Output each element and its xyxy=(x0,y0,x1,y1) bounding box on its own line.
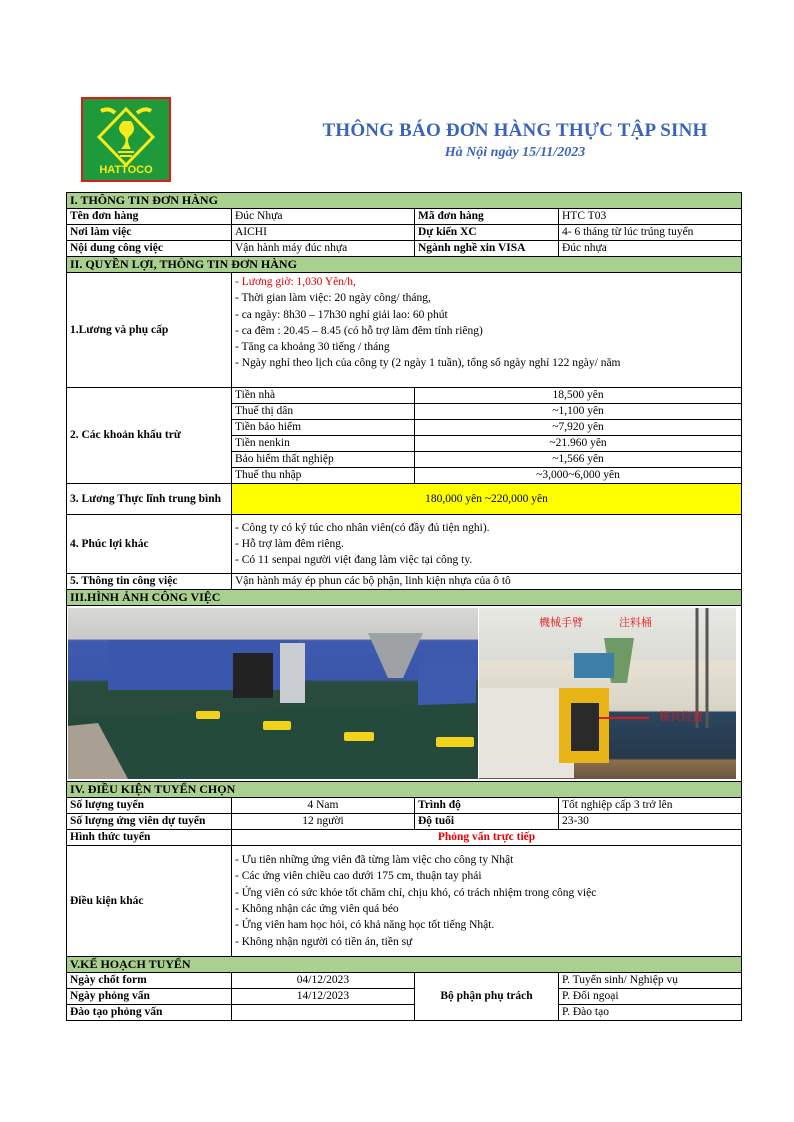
logo-text: HATTOCO xyxy=(99,164,153,176)
table-row xyxy=(67,973,742,989)
section-conditions-header xyxy=(67,782,742,798)
candidate-count-label: Số lượng ứng viên dự tuyển xyxy=(67,814,232,830)
table-row xyxy=(67,225,742,241)
order-code-label: Mã đơn hàng xyxy=(415,209,559,225)
section-heading: V.KẾ HOẠCH TUYỂN xyxy=(67,957,742,973)
photo-label-hopper: 注料桶 xyxy=(619,616,652,629)
age-label: Độ tuổi xyxy=(415,814,559,830)
table-row xyxy=(67,798,742,814)
age-value: 23-30 xyxy=(559,814,742,830)
order-name-label: Tên đơn hàng xyxy=(67,209,232,225)
workplace-value: AICHI xyxy=(232,225,415,241)
deduction-amount: 18,500 yên xyxy=(415,388,742,404)
condition-line: - Ứng viên ham học hỏi, có khả năng học tốt tiếng Nhật. xyxy=(235,919,495,932)
benefit-line: - Hỗ trợ làm đêm riêng. xyxy=(235,537,344,550)
order-name-value: Đúc Nhựa xyxy=(232,209,415,225)
hattoco-logo xyxy=(81,97,171,182)
photos-cell xyxy=(67,606,742,782)
other-conditions-label: Điều kiện khác xyxy=(67,846,232,957)
salary-line: - Tăng ca khoảng 30 tiếng / tháng xyxy=(235,341,390,354)
deduction-amount: ~3,000~6,000 yên xyxy=(415,468,742,484)
recruit-count-label: Số lượng tuyển xyxy=(67,798,232,814)
conveyor-machine-photo xyxy=(68,608,478,779)
other-conditions-row xyxy=(67,846,742,957)
page-title: THÔNG BÁO ĐƠN HÀNG THỰC TẬP SINH xyxy=(322,120,708,141)
section-heading: II. QUYỀN LỢI, THÔNG TIN ĐƠN HÀNG xyxy=(67,257,742,273)
page-date: Hà Nội ngày 15/11/2023 xyxy=(444,145,586,160)
photo-label-robot-arm: 機械手臂 xyxy=(539,616,583,629)
education-label: Trình độ xyxy=(415,798,559,814)
deduction-name: Thuế thị dân xyxy=(232,404,415,420)
deduction-row xyxy=(67,388,742,404)
condition-line: - Không nhận người có tiền án, tiền sự xyxy=(235,935,413,948)
section-heading: III.HÌNH ẢNH CÔNG VIỆC xyxy=(67,590,742,606)
section-order-info-header xyxy=(67,193,742,209)
interview-date-label: Ngày phỏng vấn xyxy=(67,989,232,1005)
section-plan-header xyxy=(67,957,742,973)
dept-value: P. Tuyển sinh/ Nghiệp vụ xyxy=(559,973,742,989)
interview-date-value: 14/12/2023 xyxy=(232,989,415,1005)
job-info-row xyxy=(67,574,742,590)
section-heading: IV. ĐIỀU KIỆN TUYỂN CHỌN xyxy=(67,782,742,798)
table-row xyxy=(67,989,742,1005)
recruit-form-label: Hình thức tuyển xyxy=(67,830,232,846)
other-conditions-details xyxy=(232,846,742,957)
section-heading: I. THÔNG TIN ĐƠN HÀNG xyxy=(67,193,742,209)
table-row xyxy=(67,241,742,257)
salary-line: - ca ngày: 8h30 – 17h30 nghỉ giải lao: 60 phút xyxy=(235,308,448,321)
section-photos-header xyxy=(67,590,742,606)
interview-training-value xyxy=(232,1005,415,1021)
deduction-amount: ~7,920 yên xyxy=(415,420,742,436)
order-code-value: HTC T03 xyxy=(559,209,742,225)
benefit-line: - Có 11 senpai người việt đang làm việc tại công ty. xyxy=(235,554,473,567)
departure-value: 4- 6 tháng từ lúc trúng tuyển xyxy=(559,225,742,241)
condition-line: - Các ứng viên chiều cao dưới 175 cm, thuận tay phải xyxy=(235,870,482,883)
other-benefits-label: 4. Phúc lợi khác xyxy=(67,515,232,574)
table-row xyxy=(67,830,742,846)
departure-label: Dự kiến XC xyxy=(415,225,559,241)
condition-line: - Không nhận các ứng viên quá béo xyxy=(235,903,399,915)
salary-line: - Thời gian làm việc: 20 ngày công/ tháng, xyxy=(235,292,431,305)
salary-details xyxy=(232,273,742,388)
photo-label-mold-position: 模具位置 xyxy=(659,710,703,723)
form-deadline-value: 04/12/2023 xyxy=(232,973,415,989)
deduction-name: Bảo hiểm thất nghiệp xyxy=(232,452,415,468)
salary-label: 1.Lương và phụ cấp xyxy=(67,273,232,388)
salary-line: - Lương giờ: 1,030 Yên/h, xyxy=(235,276,356,288)
dept-value: P. Đối ngoại xyxy=(559,989,742,1005)
molding-machine-photo xyxy=(479,608,736,779)
other-benefits-details xyxy=(232,515,742,574)
education-value: Tốt nghiệp cấp 3 trở lên xyxy=(559,798,742,814)
visa-field-value: Đúc nhựa xyxy=(559,241,742,257)
condition-line: - Ưu tiên những ứng viên đã từng làm việc cho công ty Nhật xyxy=(235,854,514,867)
deduction-name: Tiền nenkin xyxy=(232,436,415,452)
salary-line: - ca đêm : 20.45 – 8.45 (có hỗ trợ làm đêm tính riêng) xyxy=(235,324,483,337)
net-salary-value: 180,000 yên ~220,000 yên xyxy=(232,484,742,515)
other-benefits-row xyxy=(67,515,742,574)
job-content-value: Vận hành máy đúc nhựa xyxy=(232,241,415,257)
deduction-amount: ~1,566 yên xyxy=(415,452,742,468)
candidate-count-value: 12 người xyxy=(232,814,415,830)
responsible-dept-label: Bộ phận phụ trách xyxy=(415,973,559,1021)
form-deadline-label: Ngày chốt form xyxy=(67,973,232,989)
deductions-label: 2. Các khoản khấu trừ xyxy=(67,388,232,484)
section-benefits-header xyxy=(67,257,742,273)
recruit-count-value: 4 Nam xyxy=(232,798,415,814)
job-info-value: Vận hành máy ép phun các bộ phận, linh kiện nhựa của ô tô xyxy=(232,574,742,590)
recruit-form-value: Phỏng vấn trực tiếp xyxy=(232,830,742,846)
deduction-name: Tiền bảo hiểm xyxy=(232,420,415,436)
workplace-label: Nơi làm việc xyxy=(67,225,232,241)
net-salary-row xyxy=(67,484,742,515)
table-row xyxy=(67,814,742,830)
deduction-amount: ~1,100 yên xyxy=(415,404,742,420)
table-row xyxy=(67,1005,742,1021)
deduction-name: Tiền nhà xyxy=(232,388,415,404)
visa-field-label: Ngành nghề xin VISA xyxy=(415,241,559,257)
salary-line: - Ngày nghỉ theo lịch của công ty (2 ngày 1 tuần), tổng số ngày nghỉ 122 ngày/ năm xyxy=(235,357,621,370)
interview-training-label: Đào tạo phỏng vấn xyxy=(67,1005,232,1021)
deduction-name: Thuế thu nhập xyxy=(232,468,415,484)
deduction-amount: ~21.960 yên xyxy=(415,436,742,452)
benefit-line: - Công ty có ký túc cho nhân viên(có đầy đủ tiện nghi). xyxy=(235,521,490,534)
job-content-label: Nội dung công việc xyxy=(67,241,232,257)
condition-line: - Ứng viên có sức khỏe tốt chăm chỉ, chịu khó, có trách nhiệm trong công việc xyxy=(235,886,597,899)
table-row xyxy=(67,209,742,225)
dept-value: P. Đào tạo xyxy=(559,1005,742,1021)
order-sheet xyxy=(66,192,741,1021)
photos-row xyxy=(67,606,742,782)
salary-row xyxy=(67,273,742,388)
job-info-label: 5. Thông tin công việc xyxy=(67,574,232,590)
net-salary-label: 3. Lương Thực lĩnh trung bình xyxy=(67,484,232,515)
